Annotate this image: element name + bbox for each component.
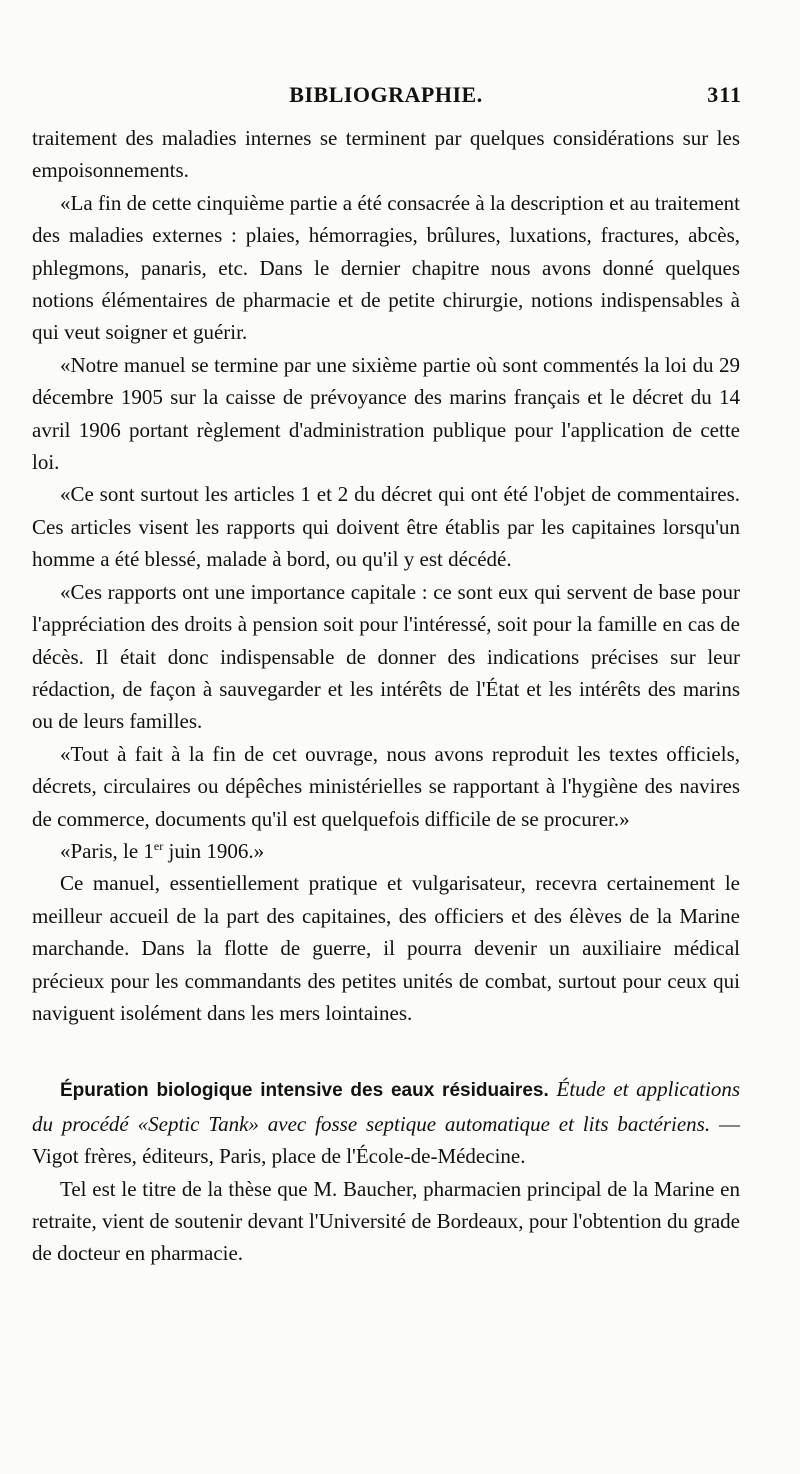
signoff-ordinal: er: [153, 838, 164, 853]
section-subtitle: Étude et applications du procédé «Septic Tank» avec fosse septique automatique et lits bactériens.: [32, 1077, 740, 1136]
paragraph: traitement des maladies internes se terminent par quelques considérations sur les empoisonnements.: [32, 126, 740, 183]
paragraph: «Ce sont surtout les articles 1 et 2 du décret qui ont été l'objet de commentaires. Ces articles visent les rapports qui doivent être établis par les capitaines lorsqu'un homme a été blessé, malade à bord, ou qu'il y est décédé.: [32, 482, 740, 572]
page-body: [32, 122, 740, 1270]
section-publisher: — Vigot frères, éditeurs, Paris, place de l'École-de-Médecine.: [32, 1111, 740, 1169]
paragraph: «Tout à fait à la fin de cet ouvrage, nous avons reproduit les textes officiels, décrets, circulaires ou dépêches ministérielles se rapportant à l'hygiène des navires de commerce, documents qu'il est quelquefois difficile de se procurer.»: [32, 741, 740, 831]
running-header: [30, 82, 742, 112]
signoff-line: [32, 835, 740, 867]
section-heading: [32, 1073, 740, 1172]
paragraph: «Ces rapports ont une importance capitale : ce sont eux qui servent de base pour l'appréciation des droits à pension soit pour l'intéressé, soit pour la famille en cas de décès. Il était donc indispensable de donner des indications précises sur leur rédaction, de façon à sauvegarder et les intérêts de l'État et les intérêts des marins ou de leurs familles.: [32, 579, 740, 734]
paragraph: «La fin de cette cinquième partie a été consacrée à la description et au traitement des maladies externes : plaies, hémorragies, brûlures, luxations, fractures, abcès, phlegmons, panaris, etc. Dans le dernier chapitre nous avons donné quelques notions élémentaires de pharmacie et de petite chirurgie, notions indispensables à qui veut soigner et guérir.: [32, 190, 740, 345]
paragraph: «Notre manuel se termine par une sixième partie où sont commentés la loi du 29 décembre 1905 sur la caisse de prévoyance des marins français et le décret du 14 avril 1906 portant règlement d'administration publique pour l'application de cette loi.: [32, 352, 740, 475]
paragraph: Tel est le titre de la thèse que M. Baucher, pharmacien principal de la Marine en retraite, vient de soutenir devant l'Université de Bordeaux, pour l'obtention du grade de docteur en pharmacie.: [32, 1176, 740, 1266]
section-spacer: [32, 1029, 740, 1073]
section-title: Épuration biologique intensive des eaux résiduaires.: [60, 1080, 549, 1102]
header-title: BIBLIOGRAPHIE.: [289, 82, 483, 107]
signoff-date-rest: juin 1906.»: [163, 838, 265, 863]
closing-paragraph: Ce manuel, essentiellement pratique et vulgarisateur, recevra certainement le meilleur accueil de la part des capitaines, des officiers et des élèves de la Marine marchande. Dans la flotte de guerre, il pourra devenir un auxiliaire médical précieux pour les commandants des petites unités de combat, surtout pour ceux qui naviguent isolément dans les mers lointaines.: [32, 871, 740, 1025]
page-number: 311: [707, 82, 742, 107]
signoff-date: «Paris, le 1: [60, 838, 154, 863]
